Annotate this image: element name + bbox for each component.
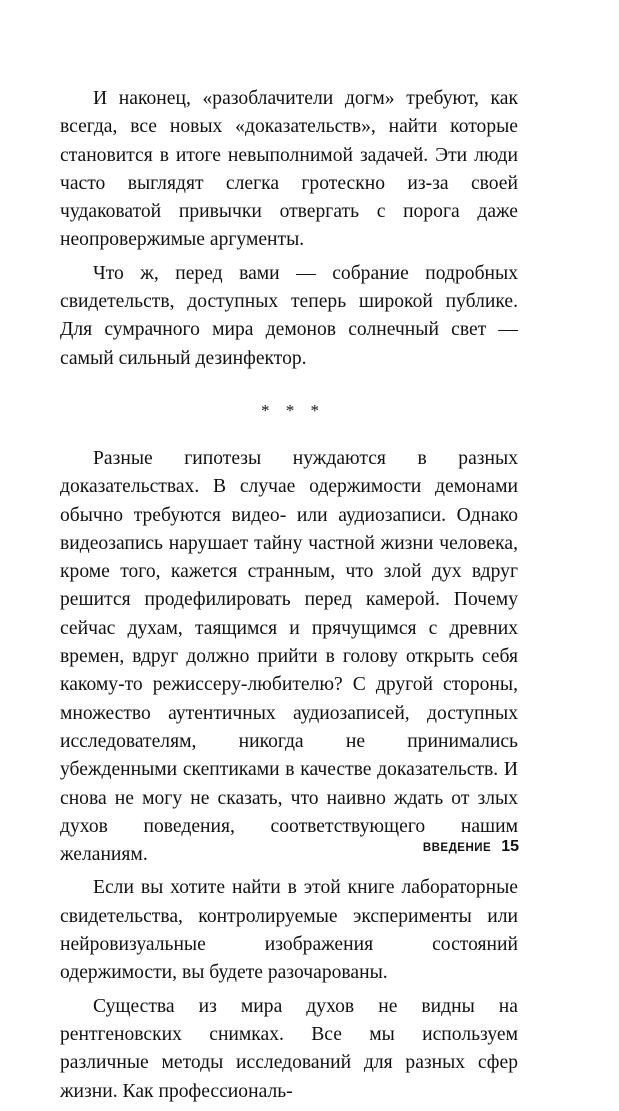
book-page-body [60, 85, 518, 1111]
paragraph-laboratory-evidence: Если вы хотите найти в этой книге лабораторные свидетельства, контролируемые эксперименты или нейровизуальные изображения состояний одержимости, вы будете разочарованы. [60, 877, 518, 984]
page-number: 15 [501, 838, 519, 855]
page-footer [423, 838, 519, 856]
section-separator: * * * [261, 400, 325, 420]
paragraph-collection-of-testimonies: Что ж, перед вами — собрание подробных свидетельств, доступных теперь широкой публике. Для сумрачного мира демонов солнечный свет — самый сильный дезинфектор. [60, 262, 518, 369]
paragraph-dogma-debunkers: И наконец, «разоблачители догм» требуют, как всегда, все новых «доказательств», найти которые становится в итоге невыполнимой задачей. Эти люди часто выглядят слегка гротескно из-за своей чудаковатой привычки отвергать с порога даже неопровержимые аргументы. [60, 88, 518, 251]
paragraph-different-hypotheses: Разные гипотезы нуждаются в разных доказательствах. В случае одержимости демонами обычно требуются видео- или аудиозаписи. Однако видеозапись нарушает тайну частной жизни человека, кроме того, кажется странным, что злой дух вдруг решится продефилировать перед камерой. Почему сейчас духам, таящимся и прячущимся с древних времен, вдруг должно прийти в голову открыть себя какому-то режиссеру-любителю? С другой стороны, множество аутентичных аудиозаписей, доступных исследователям, никогда не принимались убежденными скептиками в качестве доказательств. И снова не могу не сказать, что наивно ждать от злых духов поведения, соответствующего нашим желаниям. [60, 447, 518, 866]
paragraph-spirit-world-xray: Существа из мира духов не видны на рентгеновских снимках. Все мы используем различные методы исследований для разных сфер жизни. Как профессиональ- [60, 995, 518, 1102]
running-head: ВВЕДЕНИЕ [422, 842, 492, 854]
